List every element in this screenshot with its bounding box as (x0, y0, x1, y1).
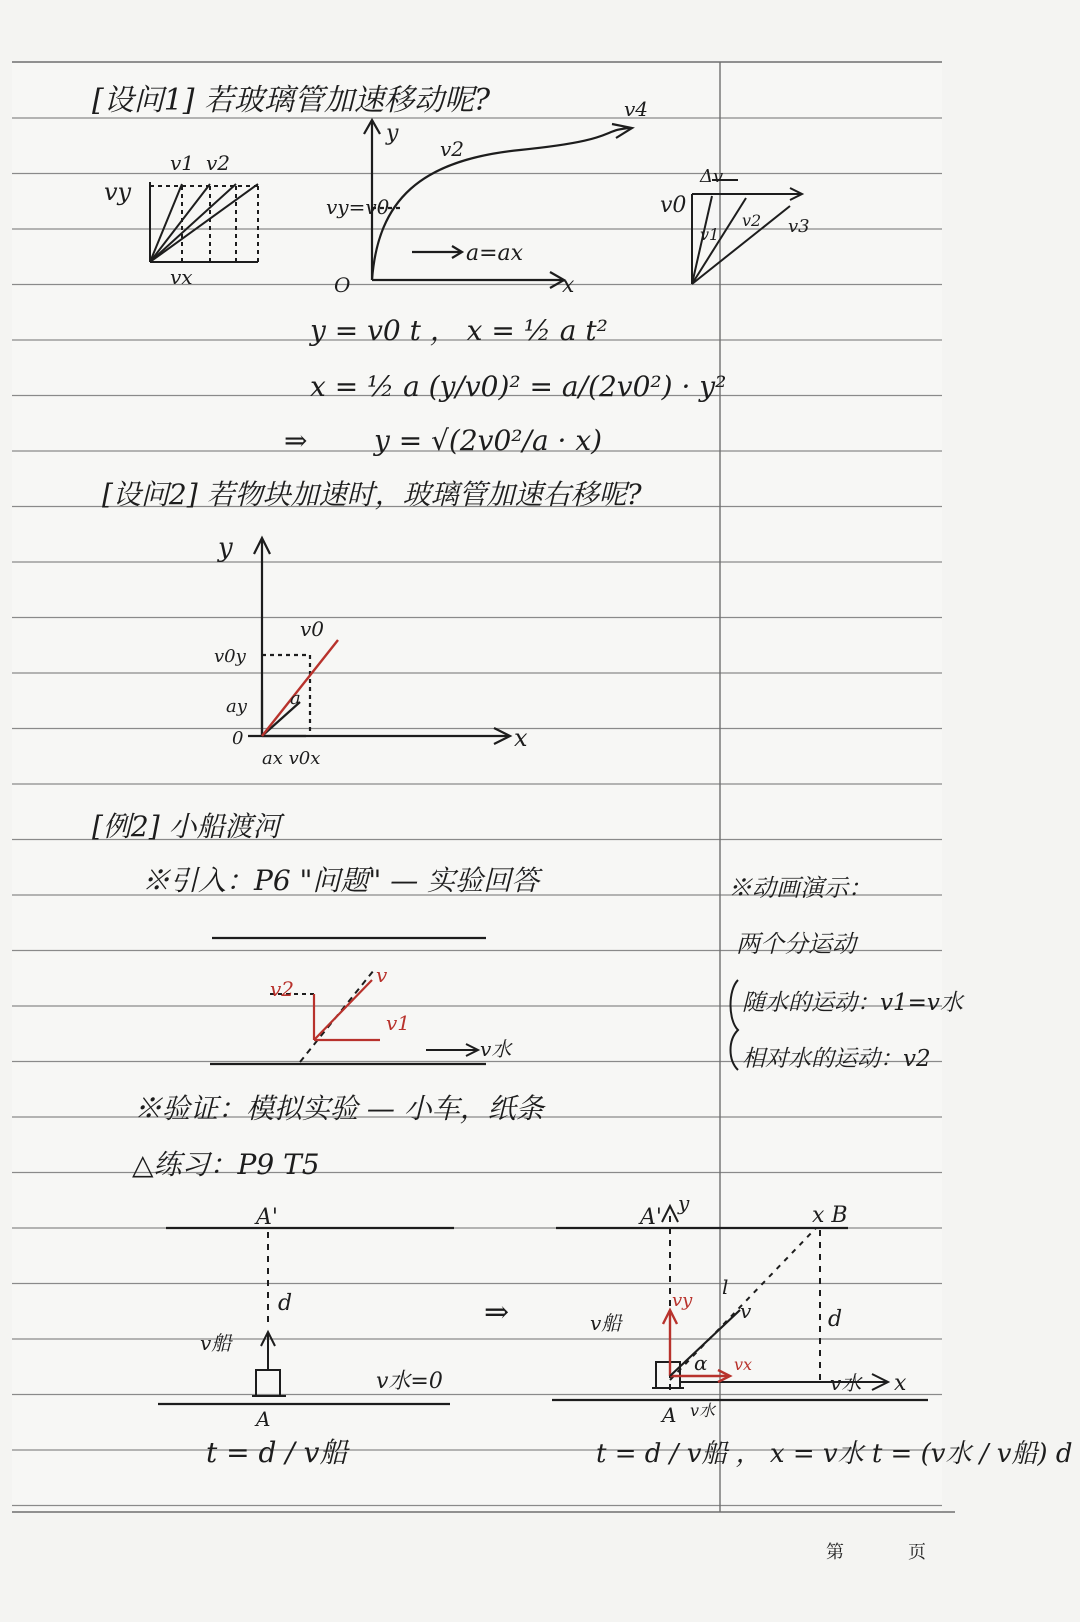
right-x-axis: x (894, 1371, 907, 1396)
graph-v2: v2 (440, 137, 465, 161)
graph-y-axis: y (386, 121, 399, 146)
right-v-water-2: v水 (690, 1401, 716, 1420)
verify-line: ※验证：模拟实验 — 小车，纸条 (134, 1092, 544, 1125)
left-A-bottom: A (256, 1407, 271, 1431)
accel-x-axis: x (514, 724, 528, 752)
practice-line: △练习：P9 T5 (132, 1148, 320, 1181)
right-v0: v0 (660, 193, 687, 218)
graph-x-axis: x (562, 273, 575, 298)
example-2: [例2] 小船渡河 (92, 810, 281, 843)
question-1: [设问1] 若玻璃管加速移动呢? (92, 83, 491, 118)
graph-v4: v4 (624, 97, 649, 121)
accel-v0y: v0y (214, 646, 246, 667)
graph-accel: a=ax (466, 241, 524, 266)
right-v-boat: v船 (590, 1311, 622, 1335)
label-v2: v2 (206, 151, 231, 175)
right-y-axis: y (678, 1191, 690, 1215)
equation-1: y = v0 t ， x = ½ a t² (310, 314, 608, 347)
accel-ay: ay (226, 696, 247, 717)
accel-origin: 0 (232, 728, 244, 749)
river-v1: v1 (386, 1011, 411, 1035)
side-title: ※动画演示： (728, 874, 872, 902)
page-suffix: 页 (908, 1542, 926, 1563)
river-v2: v2 (270, 977, 295, 1001)
accel-y-axis: y (218, 533, 233, 563)
right-dv: Δv (700, 166, 724, 187)
accel-v0: v0 (300, 617, 325, 641)
right-d: d (828, 1307, 843, 1332)
right-A-bottom: A (662, 1403, 677, 1427)
label-vy: vy (104, 178, 132, 206)
right-v3: v3 (788, 216, 810, 237)
right-v: v (740, 1299, 752, 1323)
right-v-water: v水 (830, 1371, 862, 1395)
intro-line: ※引入：P6 "问题" — 实验回答 (142, 864, 540, 897)
right-eq: t = d / v船 ， x = v水 t = (v水 / v船) d (596, 1439, 1073, 1469)
implies-arrow: ⇒ (484, 1295, 510, 1330)
equation-3: y = √(2v0²/a · x) (374, 424, 603, 457)
river-v: v (376, 963, 388, 987)
side-item-1: 随水的运动：v1=v水 (742, 990, 963, 1016)
right-xB: x B (812, 1203, 848, 1228)
right-vy: vy (672, 1290, 693, 1311)
left-d: d (278, 1291, 293, 1316)
graph-vy-v0: vy=v0 (326, 195, 390, 219)
side-item-2: 相对水的运动：v2 (742, 1046, 931, 1072)
right-v1: v1 (700, 225, 720, 244)
equation-2: x = ½ a (y/v0)² = a/(2v0²) · y² (310, 370, 727, 403)
graph-origin: O (334, 273, 351, 297)
right-vx: vx (734, 1355, 753, 1374)
accel-axvox: ax v0x (262, 748, 321, 769)
equation-3-arrow: ⇒ (284, 424, 308, 457)
label-vx: vx (170, 265, 193, 289)
left-v-water: v水=0 (376, 1369, 443, 1394)
right-A-top: A' (640, 1205, 662, 1230)
left-time-eq: t = d / v船 (206, 1436, 348, 1469)
right-alpha: α (694, 1351, 708, 1375)
question-2: [设问2] 若物块加速时，玻璃管加速右移呢? (102, 478, 642, 511)
page-prefix: 第 (826, 1542, 844, 1563)
right-v2: v2 (742, 211, 762, 230)
left-v-boat: v船 (200, 1331, 232, 1355)
right-l: l (722, 1275, 729, 1299)
river-vwater: v水 (480, 1037, 512, 1061)
accel-a: a (290, 688, 301, 709)
label-v1: v1 (170, 151, 195, 175)
left-A-top: A' (256, 1205, 278, 1230)
side-subtitle: 两个分运动 (736, 930, 856, 958)
